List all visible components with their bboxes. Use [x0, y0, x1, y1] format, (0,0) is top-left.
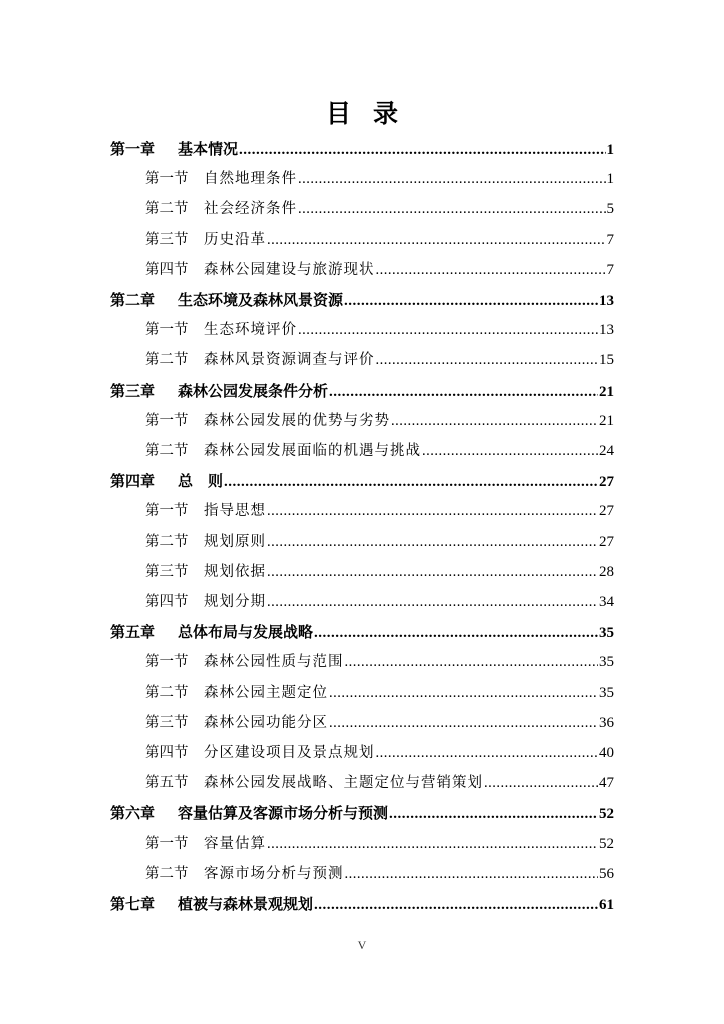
dot-leader — [267, 527, 598, 557]
dot-leader — [391, 406, 598, 436]
entry-number: 第二节 — [145, 352, 189, 369]
entry-title: 总 则 — [178, 472, 224, 491]
entry-number: 第一节 — [145, 412, 189, 429]
entry-page-number: 1 — [606, 142, 614, 158]
entry-title: 生态环境评价 — [204, 322, 297, 339]
toc-section-entry[interactable] — [145, 678, 614, 708]
dot-leader — [267, 557, 598, 587]
entry-page-number: 34 — [599, 594, 614, 610]
entry-title: 生态环境及森林风景资源 — [178, 291, 344, 309]
toc-section-entry[interactable] — [145, 255, 614, 285]
entry-number: 第四节 — [145, 594, 189, 610]
entry-number: 第四章 — [110, 472, 156, 491]
dot-leader — [376, 345, 599, 375]
dot-leader — [345, 859, 599, 889]
dot-leader — [239, 135, 605, 165]
toc-section-entry[interactable] — [145, 768, 614, 798]
dot-leader — [298, 194, 606, 224]
page-number-footer: V — [357, 938, 367, 952]
toc-section-entry[interactable] — [145, 315, 614, 345]
toc-chapter-entry[interactable] — [110, 376, 614, 406]
entry-title: 森林公园发展面临的机遇与挑战 — [204, 443, 421, 459]
entry-number: 第五节 — [145, 775, 189, 792]
entry-number: 第二节 — [145, 865, 189, 882]
toc-chapter-entry[interactable] — [110, 134, 614, 164]
toc-section-entry[interactable] — [145, 647, 614, 677]
entry-title: 森林公园发展条件分析 — [178, 381, 329, 400]
dot-leader — [298, 164, 606, 194]
entry-page-number: 7 — [606, 231, 614, 248]
entry-title: 总体布局与发展战略 — [178, 623, 314, 642]
entry-title: 社会经济条件 — [204, 201, 297, 218]
entry-title: 历史沿革 — [204, 231, 266, 248]
entry-page-number: 47 — [599, 775, 614, 792]
entry-title: 指导思想 — [204, 503, 266, 520]
entry-page-number: 28 — [599, 563, 614, 580]
entry-page-number: 13 — [599, 293, 614, 309]
entry-page-number: 24 — [599, 443, 614, 459]
entry-number: 第一节 — [145, 322, 189, 339]
entry-title: 森林风景资源调查与评价 — [204, 352, 375, 369]
dot-leader — [345, 647, 599, 677]
entry-title: 森林公园发展的优势与劣势 — [204, 412, 390, 429]
entry-page-number: 56 — [599, 865, 614, 882]
entry-title: 容量估算及客源市场分析与预测 — [178, 804, 389, 823]
toc-chapter-entry[interactable] — [110, 798, 614, 828]
entry-title: 规划依据 — [204, 563, 266, 580]
entry-page-number: 36 — [599, 714, 614, 731]
entry-number: 第一章 — [110, 140, 156, 158]
toc-section-entry[interactable] — [145, 406, 614, 436]
entry-page-number: 13 — [599, 322, 614, 339]
toc-chapter-entry[interactable] — [110, 285, 614, 315]
entry-title: 森林公园建设与旅游现状 — [204, 261, 375, 278]
dot-leader — [376, 255, 606, 285]
entry-title: 客源市场分析与预测 — [204, 865, 344, 882]
dot-leader — [329, 678, 598, 708]
entry-page-number: 52 — [599, 835, 614, 852]
dot-leader — [267, 829, 598, 859]
entry-number: 第六章 — [110, 804, 156, 823]
entry-title: 自然地理条件 — [204, 171, 297, 188]
toc-section-entry[interactable] — [145, 557, 614, 587]
entry-number: 第二节 — [145, 201, 189, 218]
entry-title: 森林公园功能分区 — [204, 714, 328, 731]
dot-leader — [267, 587, 598, 617]
entry-page-number: 1 — [606, 171, 614, 188]
entry-number: 第二节 — [145, 684, 189, 701]
entry-number: 第七章 — [110, 895, 156, 913]
entry-page-number: 7 — [606, 261, 614, 278]
entry-title: 森林公园发展战略、主题定位与营销策划 — [204, 775, 483, 792]
entry-number: 第三节 — [145, 231, 189, 248]
toc-section-entry[interactable] — [145, 829, 614, 859]
entry-page-number: 27 — [599, 474, 614, 491]
toc-section-entry[interactable] — [145, 164, 614, 194]
entry-title: 容量估算 — [204, 835, 266, 852]
dot-leader — [484, 768, 598, 798]
entry-page-number: 52 — [599, 806, 614, 823]
dot-leader — [422, 436, 598, 466]
entry-number: 第四节 — [145, 745, 189, 761]
entry-number: 第一节 — [145, 503, 189, 520]
toc-section-entry[interactable] — [145, 194, 614, 224]
entry-page-number: 61 — [599, 897, 614, 913]
entry-title: 森林公园主题定位 — [204, 684, 328, 701]
entry-page-number: 21 — [599, 412, 614, 429]
entry-page-number: 35 — [599, 625, 614, 642]
entry-number: 第一节 — [145, 171, 189, 188]
entry-number: 第一节 — [145, 654, 189, 671]
toc-section-entry[interactable] — [145, 496, 614, 526]
entry-number: 第二章 — [110, 291, 156, 309]
entry-title: 植被与森林景观规划 — [178, 895, 314, 913]
entry-page-number: 27 — [599, 503, 614, 520]
entry-title: 规划分期 — [204, 594, 266, 610]
toc-section-entry[interactable] — [145, 345, 614, 375]
dot-leader — [389, 799, 598, 829]
entry-title: 分区建设项目及景点规划 — [204, 745, 375, 761]
entry-page-number: 21 — [599, 383, 614, 400]
entry-number: 第一节 — [145, 835, 189, 852]
toc-chapter-entry[interactable] — [110, 617, 614, 647]
entry-number: 第二节 — [145, 533, 189, 550]
entry-page-number: 27 — [599, 533, 614, 550]
dot-leader — [344, 286, 598, 316]
entry-page-number: 5 — [606, 201, 614, 218]
dot-leader — [298, 315, 598, 345]
toc-section-entry[interactable] — [145, 527, 614, 557]
entry-title: 森林公园性质与范围 — [204, 654, 344, 671]
entry-title: 规划原则 — [204, 533, 266, 550]
dot-leader — [376, 738, 599, 768]
dot-leader — [224, 467, 598, 497]
entry-number: 第五章 — [110, 623, 156, 642]
toc-section-entry[interactable] — [145, 436, 614, 466]
toc-chapter-entry[interactable] — [110, 466, 614, 496]
toc-title-part-1: 目 — [325, 99, 351, 128]
toc-section-entry[interactable] — [145, 225, 614, 255]
entry-number: 第四节 — [145, 261, 189, 278]
toc-title — [0, 96, 724, 132]
entry-number: 第三章 — [110, 381, 156, 400]
toc-section-entry[interactable] — [145, 738, 614, 768]
entry-page-number: 15 — [599, 352, 614, 369]
entry-page-number: 40 — [599, 745, 614, 761]
dot-leader — [329, 708, 598, 738]
toc-section-entry[interactable] — [145, 587, 614, 617]
dot-leader — [329, 377, 598, 407]
entry-page-number: 35 — [599, 684, 614, 701]
entry-page-number: 35 — [599, 654, 614, 671]
entry-number: 第三节 — [145, 563, 189, 580]
dot-leader — [267, 496, 598, 526]
toc-section-entry[interactable] — [145, 708, 614, 738]
toc-chapter-entry[interactable] — [110, 889, 614, 919]
toc-section-entry[interactable] — [145, 859, 614, 889]
toc-title-part-2: 录 — [373, 99, 399, 128]
dot-leader — [314, 890, 598, 920]
entry-number: 第二节 — [145, 443, 189, 459]
dot-leader — [267, 225, 606, 255]
entry-title: 基本情况 — [178, 140, 239, 158]
entry-number: 第三节 — [145, 714, 189, 731]
dot-leader — [314, 618, 598, 648]
